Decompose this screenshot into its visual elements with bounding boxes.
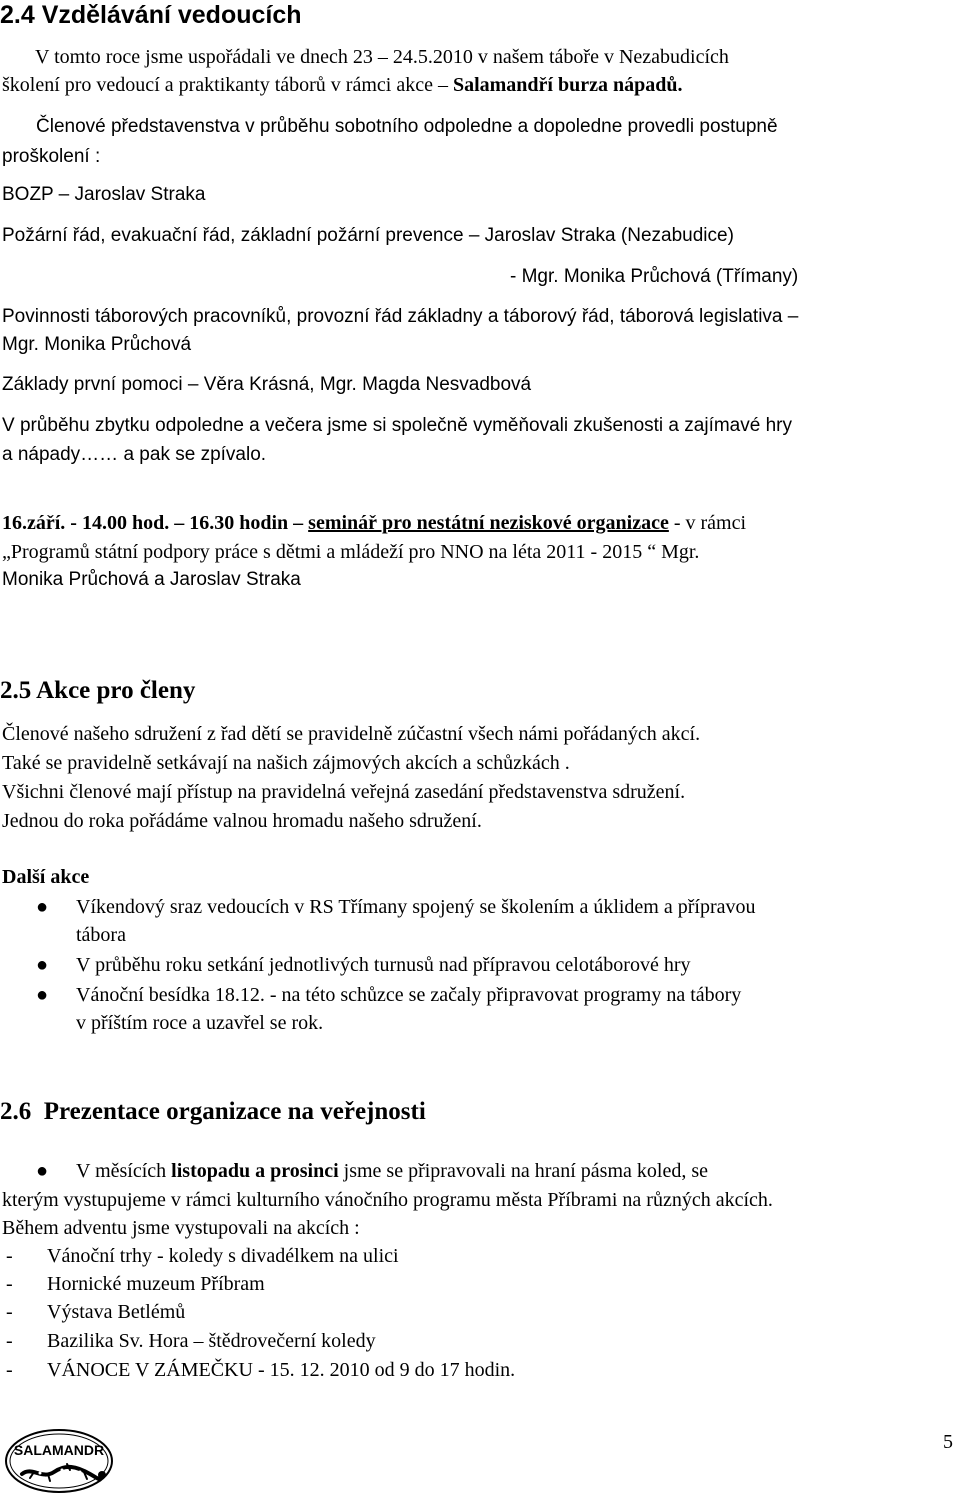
dash-marker: - bbox=[6, 1273, 13, 1295]
training-item: Mgr. Monika Průchová bbox=[2, 334, 192, 355]
bullet-icon: ● bbox=[36, 1160, 49, 1182]
list-item: v příštím roce a uzavřel se rok. bbox=[76, 1012, 324, 1034]
training-item: Základy první pomoci – Věra Krásná, Mgr. Magda Nesvadbová bbox=[2, 374, 532, 395]
dash-marker: - bbox=[6, 1245, 13, 1267]
seminar-line: 16.září. - 14.00 hod. – 16.30 hodin – seminář pro nestátní neziskové organizace - v rámci bbox=[2, 512, 747, 534]
list-item: Vánoční besídka 18.12. - na této schůzce se začaly připravovat programy na tábory bbox=[76, 984, 742, 1006]
dash-marker: - bbox=[6, 1301, 13, 1323]
bullet-icon: ● bbox=[36, 954, 49, 976]
section-heading-2-5: 2.5 Akce pro členy bbox=[0, 677, 196, 704]
bullet-icon: ● bbox=[36, 896, 49, 918]
page-number: 5 bbox=[943, 1431, 953, 1453]
paragraph-line: Během adventu jsme vystupovali na akcích : bbox=[2, 1217, 360, 1239]
svg-text:SALAMANDR: SALAMANDR bbox=[13, 1442, 105, 1458]
paragraph-line: Členové představenstva v průběhu sobotního odpoledne a dopoledne provedli postupně bbox=[36, 116, 778, 137]
paragraph-line: kterým vystupujeme v rámci kulturního vánočního programu města Příbrami na různých akcích. bbox=[2, 1189, 773, 1211]
bullet-icon: ● bbox=[36, 984, 49, 1006]
paragraph-line: Všichni členové mají přístup na pravidelná veřejná zasedání představenstva sdružení. bbox=[2, 781, 686, 803]
section-heading-2-4: 2.4 Vzdělávání vedoucích bbox=[0, 1, 302, 29]
list-item: tábora bbox=[76, 924, 126, 946]
paragraph-line: Jednou do roka pořádáme valnou hromadu našeho sdružení. bbox=[2, 810, 482, 832]
paragraph-line: Také se pravidelně setkávají na našich zájmových akcích a schůzkách . bbox=[2, 752, 570, 774]
subheading-dalsi-akce: Další akce bbox=[2, 866, 90, 888]
dash-marker: - bbox=[6, 1330, 13, 1352]
paragraph-line: proškolení : bbox=[2, 146, 101, 167]
paragraph-line: Členové našeho sdružení z řad dětí se pravidelně zúčastní všech námi pořádaných akcí. bbox=[2, 723, 701, 745]
event-item: Hornické muzeum Příbram bbox=[47, 1273, 265, 1295]
training-item: - Mgr. Monika Průchová (Třímany) bbox=[510, 266, 799, 287]
paragraph-line: a nápady…… a pak se zpívalo. bbox=[2, 444, 267, 465]
training-item: Požární řád, evakuační řád, základní požární prevence – Jaroslav Straka (Nezabudice) bbox=[2, 225, 734, 246]
seminar-line: Monika Průchová a Jaroslav Straka bbox=[2, 569, 301, 590]
dash-marker: - bbox=[6, 1359, 13, 1381]
event-item: Vánoční trhy - koledy s divadélkem na ulici bbox=[47, 1245, 399, 1267]
seminar-line: „Programů státní podpory práce s dětmi a mládeží pro NNO na léta 2011 - 2015 “ Mgr. bbox=[2, 541, 700, 563]
paragraph-line: školení pro vedoucí a praktikanty táborů v rámci akce – Salamandří burza nápadů. bbox=[2, 74, 683, 96]
event-item: Bazilika Sv. Hora – štědrovečerní koledy bbox=[47, 1330, 376, 1352]
section-heading-2-6: 2.6 Prezentace organizace na veřejnosti bbox=[0, 1098, 426, 1125]
event-item: Výstava Betlémů bbox=[47, 1301, 186, 1323]
paragraph-line: V tomto roce jsme uspořádali ve dnech 23 – 24.5.2010 v našem táboře v Nezabudicích bbox=[35, 46, 729, 68]
list-item: V průběhu roku setkání jednotlivých turnusů nad přípravou celotáborové hry bbox=[76, 954, 691, 976]
list-item: Víkendový sraz vedoucích v RS Třímany spojený se školením a úklidem a přípravou bbox=[76, 896, 756, 918]
paragraph-line: V průběhu zbytku odpoledne a večera jsme si společně vyměňovali zkušenosti a zajímavé hry bbox=[2, 415, 792, 436]
paragraph-line: V měsících listopadu a prosinci jsme se připravovali na hraní pásma koled, se bbox=[76, 1160, 708, 1182]
training-item: Povinnosti táborových pracovníků, provozní řád základny a táborový řád, táborová legislativa – bbox=[2, 306, 799, 327]
salamandr-logo bbox=[4, 1428, 114, 1494]
training-item: BOZP – Jaroslav Straka bbox=[2, 184, 206, 205]
event-item: VÁNOCE V ZÁMEČKU - 15. 12. 2010 od 9 do 17 hodin. bbox=[47, 1359, 516, 1381]
